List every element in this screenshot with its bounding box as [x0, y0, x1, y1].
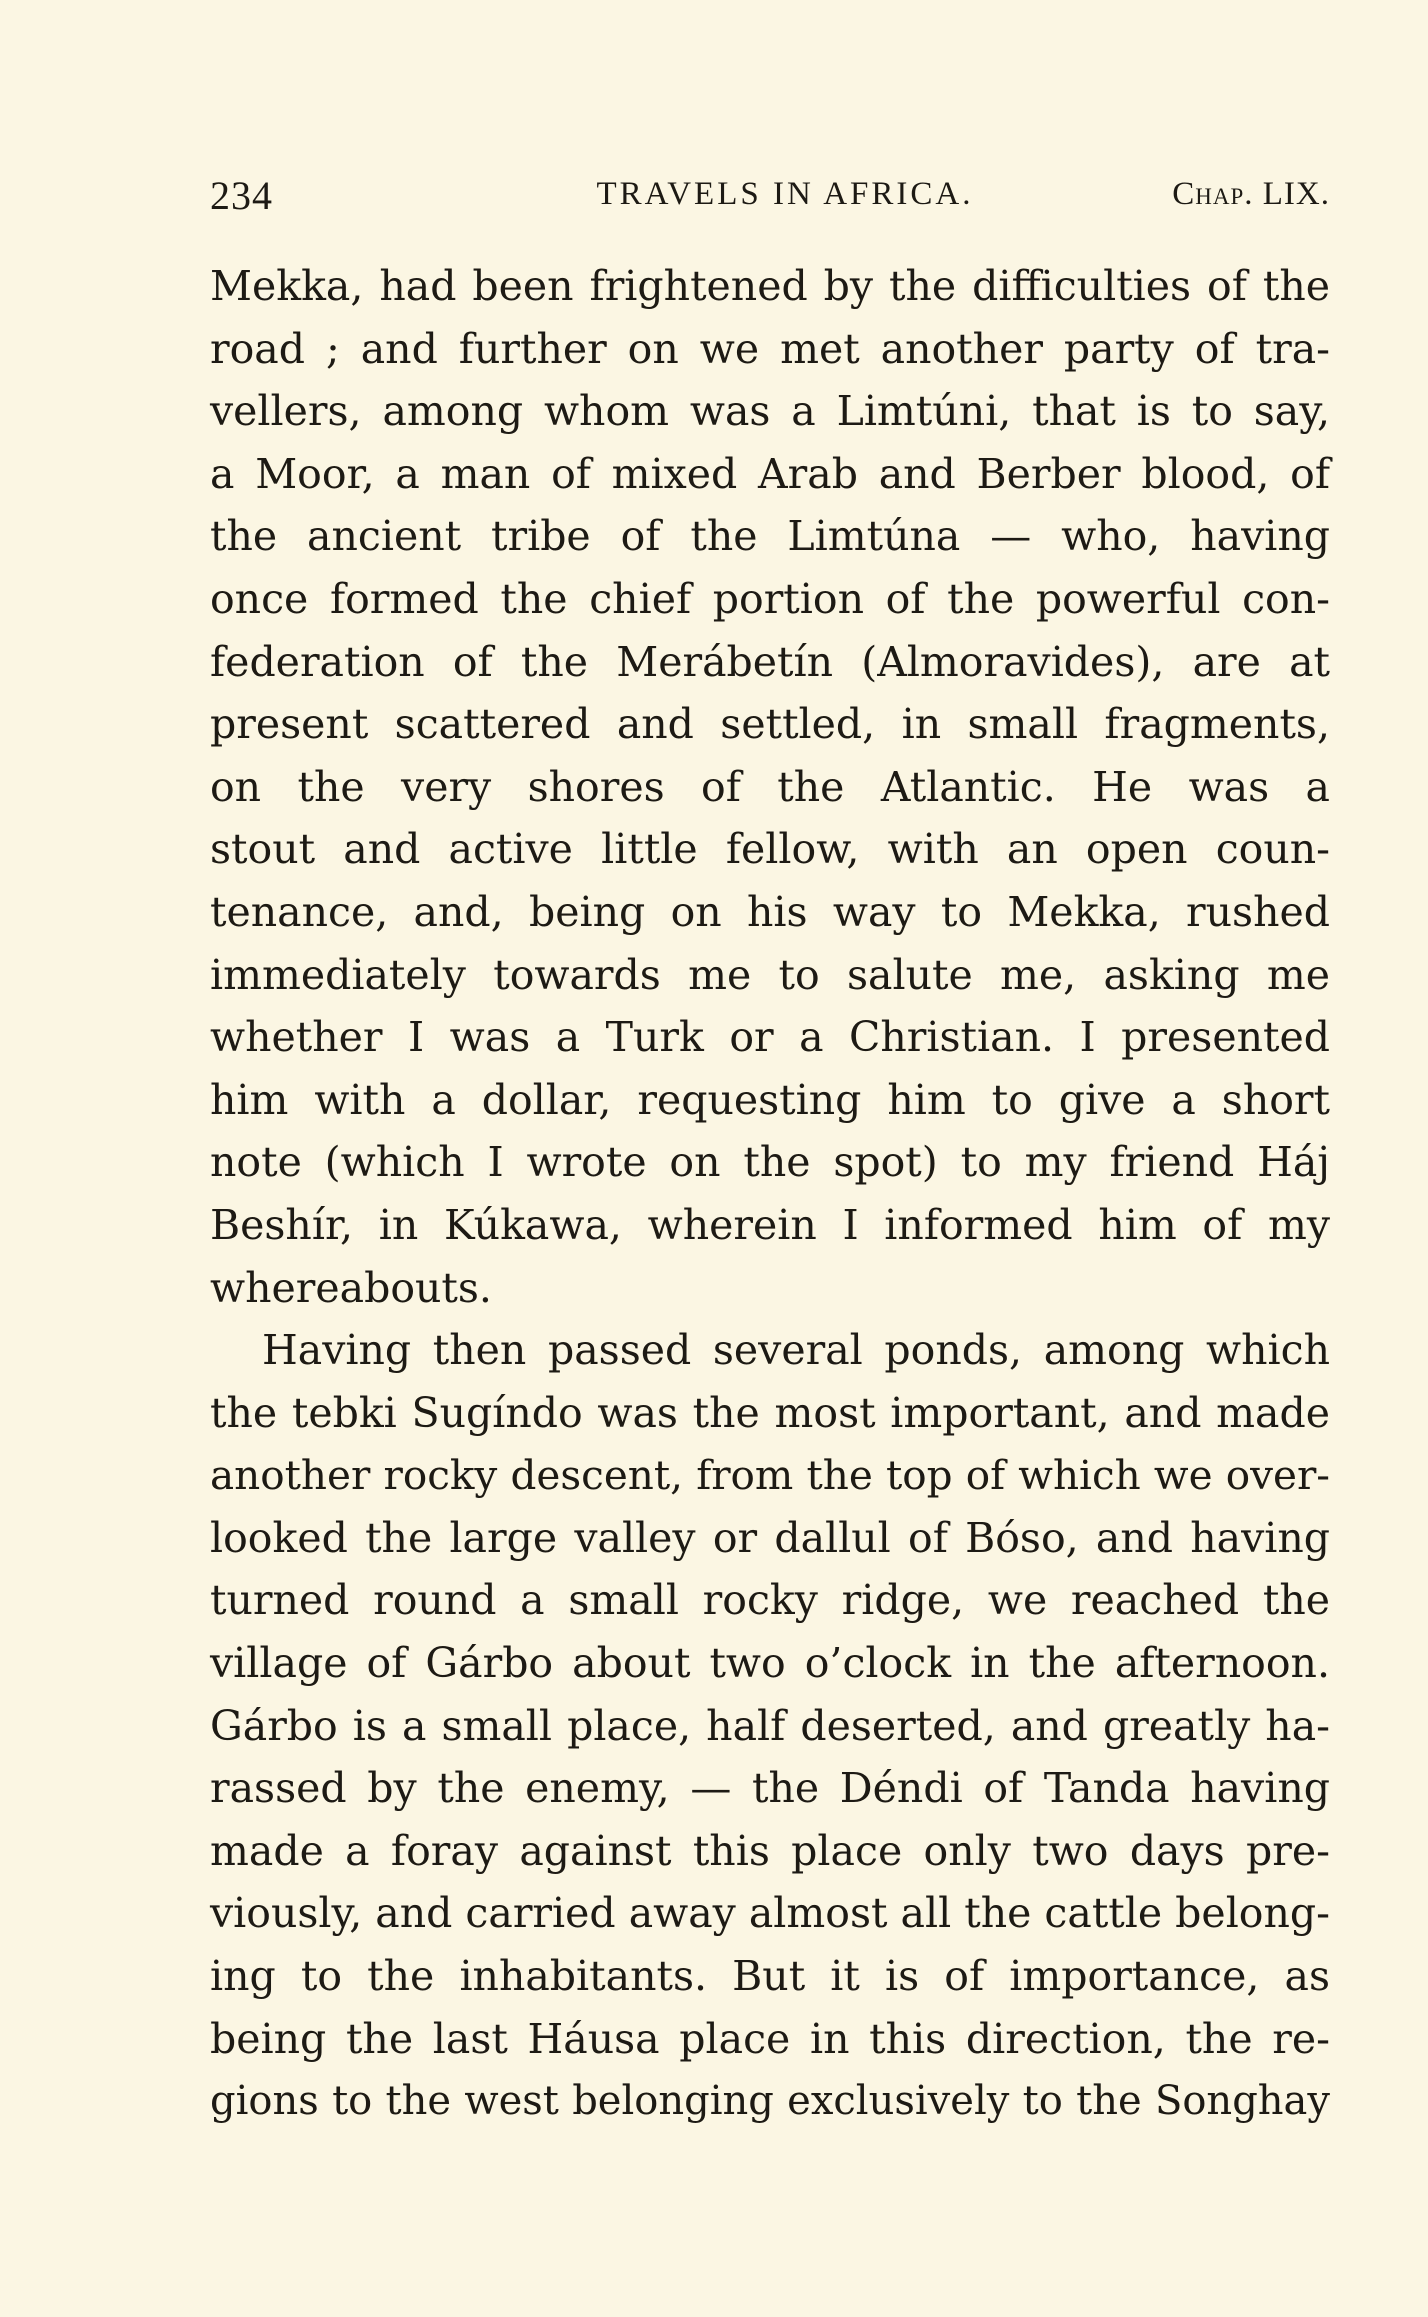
text-line: note (which I wrote on the spot) to my friend Háj [210, 1138, 1330, 1187]
body-text [210, 255, 1330, 2133]
text-line: the tebki Sugíndo was the most important, and made [210, 1388, 1330, 1437]
text-line: rassed by the enemy, — the Déndi of Tanda having [210, 1764, 1330, 1813]
text-line: on the very shores of the Atlantic. He was a [210, 762, 1330, 811]
text-line: Gárbo is a small place, half deserted, and greatly ha- [210, 1701, 1330, 1750]
paragraph-end-line: whereabouts. [210, 1263, 492, 1312]
text-line: Mekka, had been frightened by the difficulties of the [210, 262, 1330, 310]
text-line: turned round a small rocky ridge, we reached the [210, 1576, 1330, 1625]
text-line: looked the large valley or dallul of Bóso, and having [210, 1513, 1330, 1562]
text-line: the ancient tribe of the Limtúna — who, having [210, 512, 1330, 561]
text-line: tenance, and, being on his way to Mekka, rushed [210, 887, 1330, 936]
text-line: a Moor, a man of mixed Arab and Berber blood, of [210, 449, 1330, 498]
text-line: whether I was a Turk or a Christian. I presented [210, 1013, 1330, 1062]
text-line: present scattered and settled, in small fragments, [210, 700, 1330, 749]
text-line: once formed the chief portion of the powerful con- [210, 574, 1330, 623]
text-line: Beshír, in Kúkawa, wherein I informed him of my [210, 1200, 1330, 1249]
text-line: gions to the west belonging exclusively to the Songhay [210, 2078, 1330, 2125]
text-line: federation of the Merábetín (Almoravides), are at [210, 637, 1330, 686]
text-line: viously, and carried away almost all the cattle belong- [210, 1889, 1330, 1938]
text-line: ing to the inhabitants. But it is of importance, as [210, 1952, 1330, 2001]
text-line: made a foray against this place only two days pre- [210, 1826, 1330, 1875]
text-line: village of Gárbo about two o’clock in the afternoon. [210, 1639, 1330, 1688]
chapter-reference: Chap. LIX. [1172, 176, 1330, 212]
text-line: being the last Háusa place in this direction, the re- [210, 2014, 1330, 2063]
text-line: immediately towards me to salute me, asking me [210, 950, 1330, 999]
text-line: another rocky descent, from the top of which we over- [210, 1451, 1330, 1500]
text-line: road ; and further on we met another party of tra- [210, 324, 1330, 373]
paragraph-start-line: Having then passed several ponds, among which [262, 1326, 1330, 1375]
text-line: vellers, among whom was a Limtúni, that is to say, [210, 387, 1330, 436]
text-line: him with a dollar, requesting him to give a short [210, 1075, 1330, 1124]
text-line: stout and active little fellow, with an open coun- [210, 825, 1330, 874]
running-title: TRAVELS IN AFRICA. [596, 176, 974, 212]
page-number: 234 [210, 173, 273, 218]
running-head [210, 172, 1330, 222]
